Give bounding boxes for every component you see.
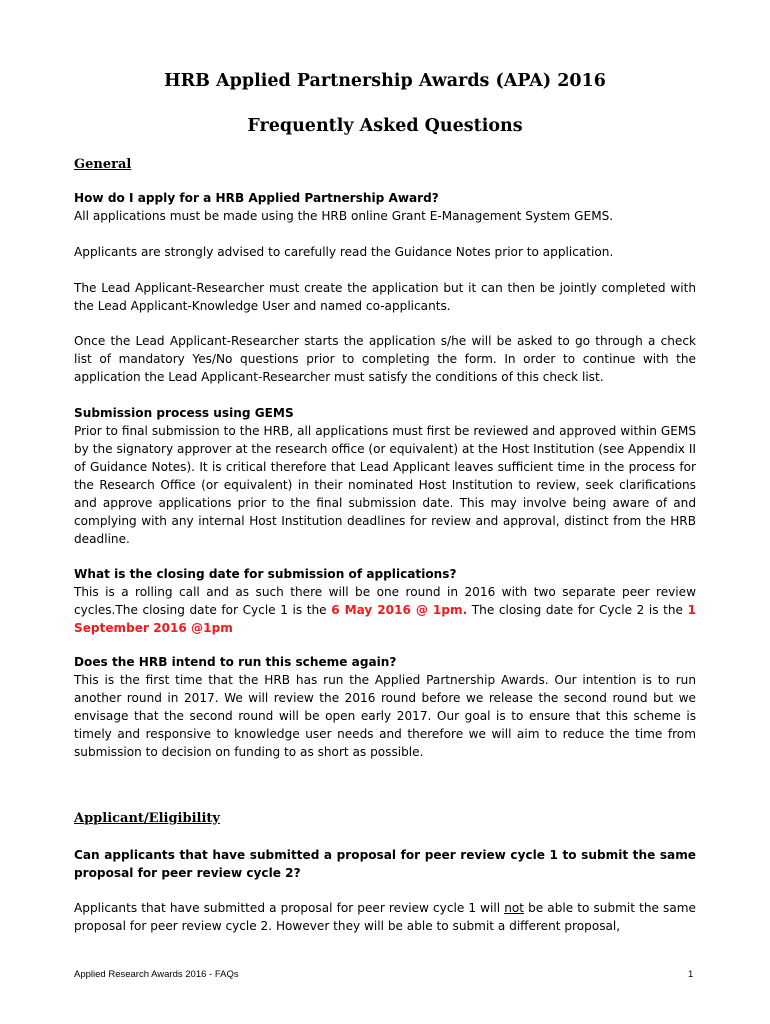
question-how-to-apply: How do I apply for a HRB Applied Partnership Award? <box>74 191 439 205</box>
paragraph-check-list: Once the Lead Applicant-Researcher starts the application s/he will be asked to go through a check list of mandatory Yes/No questions prior to completing the form. In order to continue with the application the Lead Applicant-Researcher must satisfy the conditions of this check list. <box>74 334 696 384</box>
closing-date-cycle-1: 6 May 2016 @ 1pm. <box>331 603 468 617</box>
paragraph-lead-applicant: The Lead Applicant-Researcher must create the application but it can then be jointly completed with the Lead Applicant-Knowledge User and named co-applicants. <box>74 281 696 313</box>
eligibility-text-a: Applicants that have submitted a proposal for peer review cycle 1 will <box>74 901 505 915</box>
question-run-again: Does the HRB intend to run this scheme again? <box>74 655 397 669</box>
eligibility-text-not: not <box>504 901 525 915</box>
document-subtitle: Frequently Asked Questions <box>247 116 523 136</box>
document-title: HRB Applied Partnership Awards (APA) 2016 <box>164 71 606 91</box>
closing-text-a: This is a rolling call and as such there will be one round in 2016 with two separate peer review cycles.The closing date for Cycle 1 is the <box>74 585 696 617</box>
question-resubmit-cycle-2: Can applicants that have submitted a proposal for peer review cycle 1 to submit the same proposal for peer review cycle 2? <box>74 848 696 880</box>
paragraph-guidance-notes: Applicants are strongly advised to carefully read the Guidance Notes prior to application. <box>74 245 614 259</box>
answer-closing-date <box>74 583 696 637</box>
answer-how-to-apply: All applications must be made using the HRB online Grant E-Management System GEMS. <box>74 209 614 223</box>
section-heading-eligibility: Applicant/Eligibility <box>74 811 220 826</box>
question-closing-date: What is the closing date for submission of applications? <box>74 567 457 581</box>
heading-submission-process: Submission process using GEMS <box>74 406 294 420</box>
answer-resubmit-cycle-2 <box>74 899 696 935</box>
paragraph-submission-process: Prior to final submission to the HRB, all applications must first be reviewed and approved within GEMS by the signatory approver at the research office (or equivalent) at the Host Institution (see Appendix II of Guidance Notes). It is critical therefore that Lead Applicant leaves sufficient time in the process for the Research Office (or equivalent) in their nominated Host Institution to review, seek clarifications and approve applications prior to the final submission date. This may involve being aware of and complying with any internal Host Institution deadlines for review and approval, distinct from the HRB deadline. <box>74 424 696 546</box>
closing-date-cycle-2: 1 September 2016 @1pm <box>74 603 697 635</box>
answer-run-again: This is the first time that the HRB has run the Applied Partnership Awards. Our intention is to run another round in 2017. We will review the 2016 round before we release the second round but we envisage that the second round will be open early 2017. Our goal is to ensure that this scheme is timely and responsive to knowledge user needs and therefore we will aim to reduce the time from submission to decision on funding to as short as possible. <box>74 673 696 759</box>
footer-page-number: 1 <box>688 969 694 980</box>
eligibility-text-b: be able to submit the same proposal for peer review cycle 2. However they will be able to submit a different proposal, <box>74 901 696 933</box>
footer-document-name: Applied Research Awards 2016 - FAQs <box>74 969 239 980</box>
closing-text-b: The closing date for Cycle 2 is the <box>467 603 688 617</box>
section-heading-general: General <box>74 157 132 172</box>
